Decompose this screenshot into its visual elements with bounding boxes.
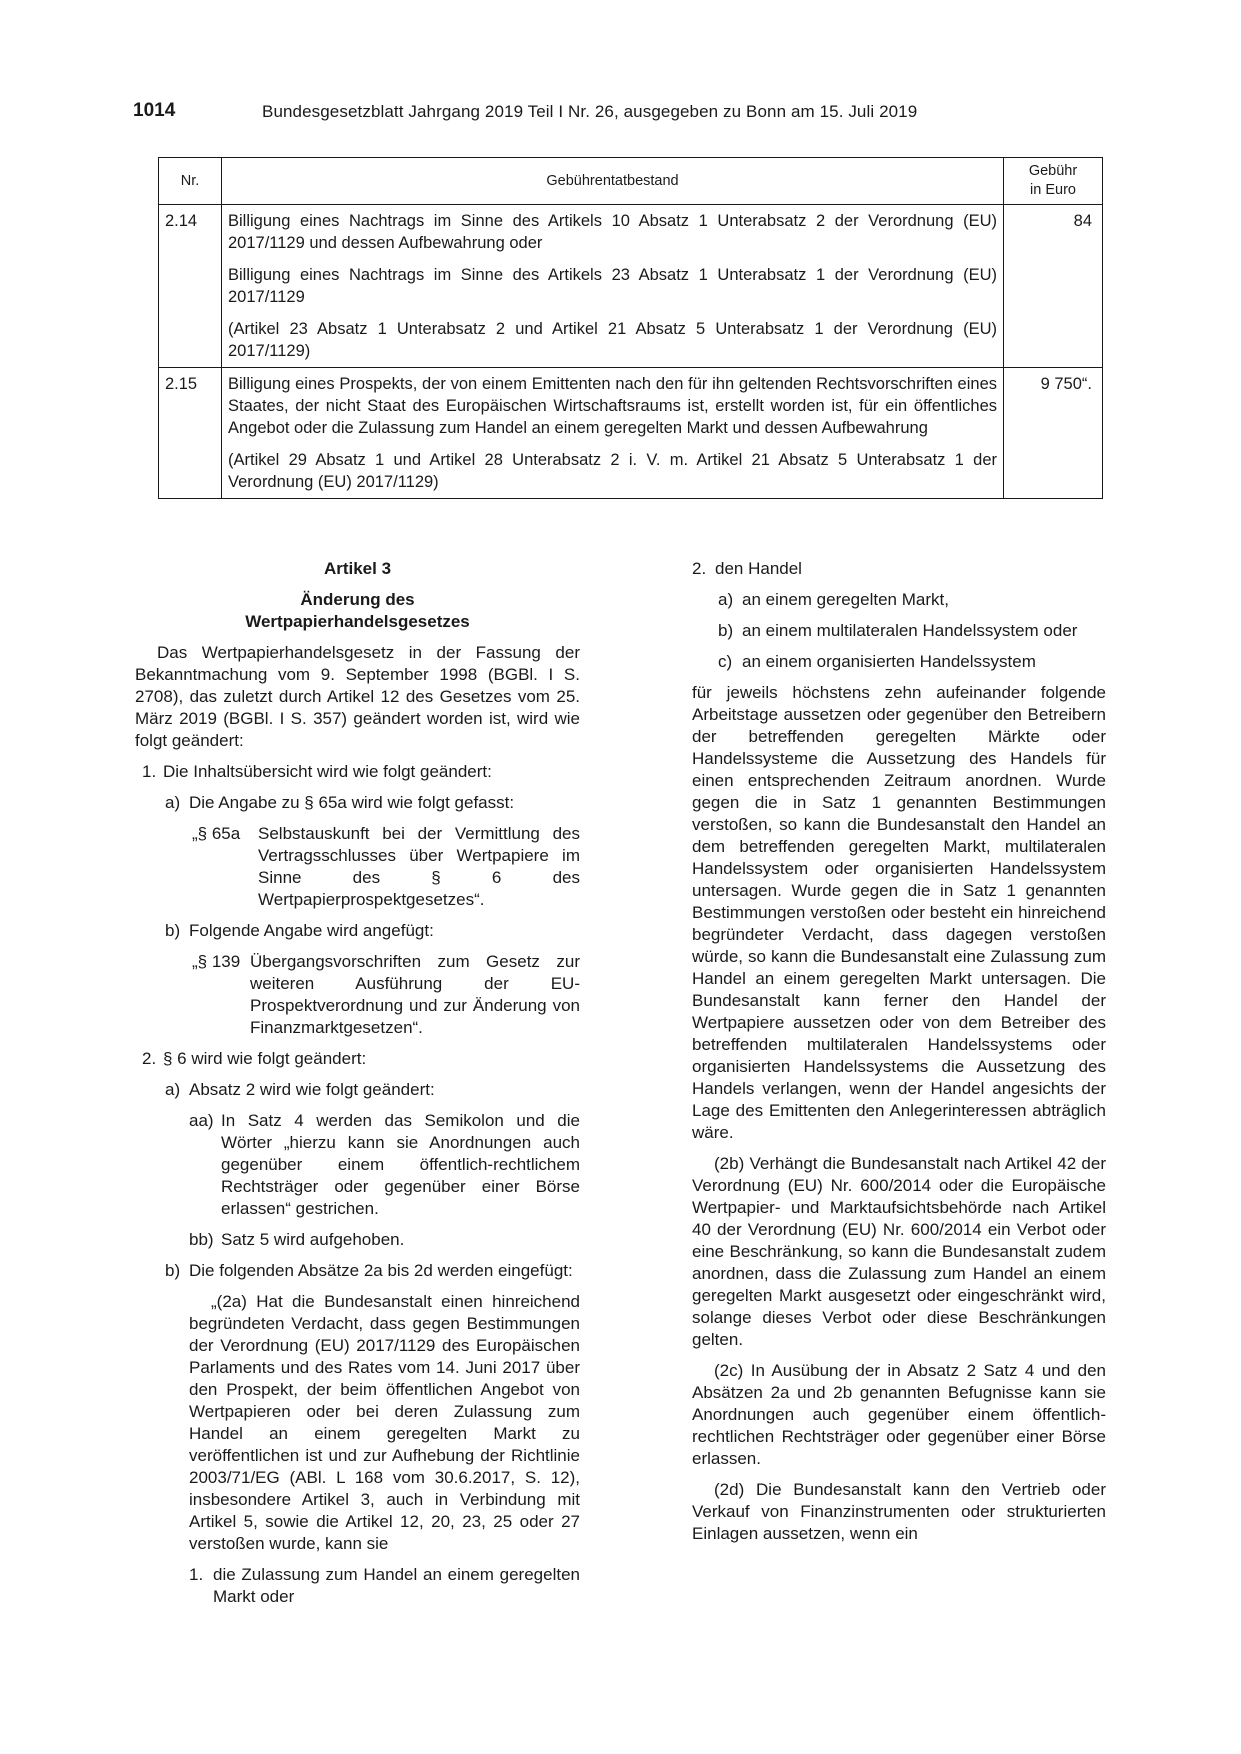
list-item (135, 1260, 580, 1282)
item-label: aa) (189, 1111, 214, 1130)
running-header: Bundesgesetzblatt Jahrgang 2019 Teil I Nr. 26, ausgegeben zu Bonn am 15. Juli 2019 (262, 102, 918, 121)
quoted-entry (135, 823, 580, 911)
item-label: b) (718, 621, 734, 640)
item-label: 2. (142, 1049, 157, 1068)
row-description (222, 205, 1004, 368)
list-item (135, 920, 580, 942)
paragraph-2d: (2d) Die Bundesanstalt kann den Vertrieb oder Verkauf von Finanzinstrumenten oder strukturierten Einlagen aussetzen, wenn ein (692, 1480, 1106, 1543)
item-text: Übergangsvorschriften zum Gesetz zur weiteren Ausführung der EU-Prospektverordnung und zur Änderung von Finanzmarktgesetzen“. (250, 952, 580, 1037)
item-text: Folgende Angabe wird angefügt: (189, 921, 434, 940)
header-fee-line2: in Euro (1030, 182, 1076, 198)
list-item (135, 1229, 580, 1251)
item-label: a) (718, 590, 734, 609)
row-paragraph: Billigung eines Nachtrags im Sinne des Artikels 10 Absatz 1 Unterabsatz 2 der Verordnung (EU) 2017/1129 und dessen Aufbewahrung oder (228, 212, 997, 252)
table-row (159, 368, 1103, 499)
header-fee-line1: Gebühr (1028, 163, 1078, 179)
row-nr: 2.15 (159, 368, 222, 499)
list-item (692, 558, 1106, 580)
row-fee: 84 (1004, 205, 1103, 368)
continuation-paragraph: für jeweils höchstens zehn aufeinander folgende Arbeitstage aussetzen oder gegenüber den Betreibern der betreffenden geregelten Märkte oder Handelssysteme die Aussetzung des Handels für einen entsprechenden Zeitraum anordnen. Wurde gegen die in Satz 1 genannten Bestimmungen verstoßen, so kann die Bundesanstalt den Handel an dem betreffenden geregelten Markt, multilateralen Handelssystem oder organisierten Handelssystem untersagen. Wurde gegen die in Satz 1 genannten Bestimmungen verstoßen oder besteht ein hinreichend begründeter Verdacht, dass dagegen verstoßen würde, so kann die Bundesanstalt eine Zulassung zum Handel an einem geregelten Markt untersagen. Die Bundesanstalt kann ferner den Handel der Wertpapiere aussetzen oder von dem Betreiber des betreffenden multilateralen Handelssystems oder organisierten Handelssystems die Aussetzung des Handels verlangen, wenn der Handel angesichts der Lage des Emittenten den Anlegerinteressen abträglich wäre. (692, 683, 1106, 1142)
item-label: b) (165, 921, 181, 940)
item-text: an einem geregelten Markt, (742, 590, 949, 609)
paragraph-2a: „(2a) Hat die Bundesanstalt einen hinreichend begründeten Verdacht, dass gegen Bestimmungen der Verordnung (EU) 2017/1129 des Europäischen Parlaments und des Rates vom 14. Juni 2017 über den Prospekt, der beim öffentlichen Angebot von Wertpapieren oder bei deren Zulassung zum Handel an einem geregelten Markt zu veröffentlichen ist und zur Aufhebung der Richtlinie 2003/71/EG (ABl. L 168 vom 30.6.2017, S. 12), insbesondere Artikel 3, auch in Verbindung mit Artikel 5, sowie die Artikel 12, 20, 23, 25 oder 27 verstoßen wurde, kann sie (189, 1292, 580, 1553)
list-item (135, 1048, 580, 1070)
right-column (692, 558, 1106, 1545)
table-header-row (159, 158, 1103, 205)
item-label: c) (718, 652, 733, 671)
row-fee: 9 750“. (1004, 368, 1103, 499)
item-text: Selbstauskunft bei der Vermittlung des Vertragsschlusses über Wertpapiere im Sinne des § 6 des Wertpapierprospektgesetzes“. (258, 824, 580, 909)
item-label: „§ 65a (192, 824, 241, 843)
list-item (135, 1079, 580, 1101)
paragraph-2c: (2c) In Ausübung der in Absatz 2 Satz 4 und den Absätzen 2a und 2b genannten Befugnisse kann sie Anordnungen auch gegenüber einem öffentlich-rechtlichen Rechtsträger oder gegenüber einer Börse erlassen. (692, 1361, 1106, 1468)
item-text: an einem multilateralen Handelssystem oder (742, 621, 1078, 640)
item-label: 1. (142, 762, 157, 781)
row-paragraph: (Artikel 23 Absatz 1 Unterabsatz 2 und Artikel 21 Absatz 5 Unterabsatz 1 der Verordnung (EU) 2017/1129) (228, 320, 997, 360)
item-label: a) (165, 793, 181, 812)
item-text: an einem organisierten Handelssystem (742, 652, 1036, 671)
item-label: 2. (692, 559, 707, 578)
item-label: b) (165, 1261, 181, 1280)
item-text: den Handel (715, 559, 802, 578)
item-text: Die Inhaltsübersicht wird wie folgt geändert: (163, 762, 492, 781)
list-item (135, 761, 580, 783)
article-intro: Das Wertpapierhandelsgesetz in der Fassung der Bekanntmachung vom 9. September 1998 (BGBl. I S. 2708), das zuletzt durch Artikel 12 des Gesetzes vom 25. März 2019 (BGBl. I S. 357) geändert worden ist, wird wie folgt geändert: (135, 643, 580, 750)
item-label: bb) (189, 1230, 214, 1249)
list-item (692, 589, 1106, 611)
item-label: a) (165, 1080, 181, 1099)
row-nr: 2.14 (159, 205, 222, 368)
article-title-line1: Änderung des (300, 590, 415, 609)
header-nr: Nr. (159, 158, 222, 205)
left-column (135, 558, 580, 1608)
item-text: Die folgenden Absätze 2a bis 2d werden eingefügt: (189, 1261, 573, 1280)
list-item (692, 620, 1106, 642)
item-text: Die Angabe zu § 65a wird wie folgt gefasst: (189, 793, 515, 812)
row-description (222, 368, 1004, 499)
quoted-entry (135, 951, 580, 1039)
fee-table (158, 157, 1103, 499)
list-item (692, 651, 1106, 673)
list-item (135, 1564, 580, 1608)
paragraph-2b: (2b) Verhängt die Bundesanstalt nach Artikel 42 der Verordnung (EU) Nr. 600/2014 oder die Europäische Wertpapier- und Marktaufsichtsbehörde nach Artikel 40 der Verordnung (EU) Nr. 600/2014 ein Verbot oder eine Beschränkung, so kann die Bundesanstalt zudem anordnen, dass die Zulassung zum Handel an einem geregelten Markt ausgesetzt oder eingeschränkt wird, solange dieses Verbot oder diese Beschränkungen gelten. (692, 1154, 1106, 1349)
list-item (135, 792, 580, 814)
header-fee (1004, 158, 1103, 205)
item-text: Absatz 2 wird wie folgt geändert: (189, 1080, 435, 1099)
item-text: In Satz 4 werden das Semikolon und die Wörter „hierzu kann sie Anordnungen auch gegenüber einem öffentlich-rechtlichem Rechtsträger oder gegenüber einer Börse erlassen“ gestrichen. (221, 1111, 580, 1218)
quoted-paragraph (135, 1291, 580, 1555)
item-text: § 6 wird wie folgt geändert: (163, 1049, 367, 1068)
row-paragraph: Billigung eines Prospekts, der von einem Emittenten nach den für ihn geltenden Rechtsvorschriften eines Staates, der nicht Staat des Europäischen Wirtschaftsraums ist, erstellt worden ist, für ein öffentliches Angebot oder die Zulassung zum Handel an einem geregelten Markt und dessen Aufbewahrung (228, 375, 997, 437)
table-row (159, 205, 1103, 368)
article-title-line2: Wertpapierhandelsgesetzes (245, 612, 470, 631)
header-description: Gebührentatbestand (222, 158, 1004, 205)
item-label: 1. (189, 1565, 204, 1584)
article-label: Artikel 3 (323, 559, 392, 578)
page-number: 1014 (133, 100, 176, 121)
row-paragraph: (Artikel 29 Absatz 1 und Artikel 28 Unterabsatz 2 i. V. m. Artikel 21 Absatz 5 Unterabsatz 1 der Verordnung (EU) 2017/1129) (228, 451, 997, 491)
list-item (135, 1110, 580, 1220)
item-text: die Zulassung zum Handel an einem geregelten Markt oder (213, 1565, 580, 1606)
item-text: Satz 5 wird aufgehoben. (221, 1230, 405, 1249)
row-paragraph: Billigung eines Nachtrags im Sinne des Artikels 23 Absatz 1 Unterabsatz 1 der Verordnung (EU) 2017/1129 (228, 266, 997, 306)
item-label: „§ 139 (192, 952, 241, 971)
